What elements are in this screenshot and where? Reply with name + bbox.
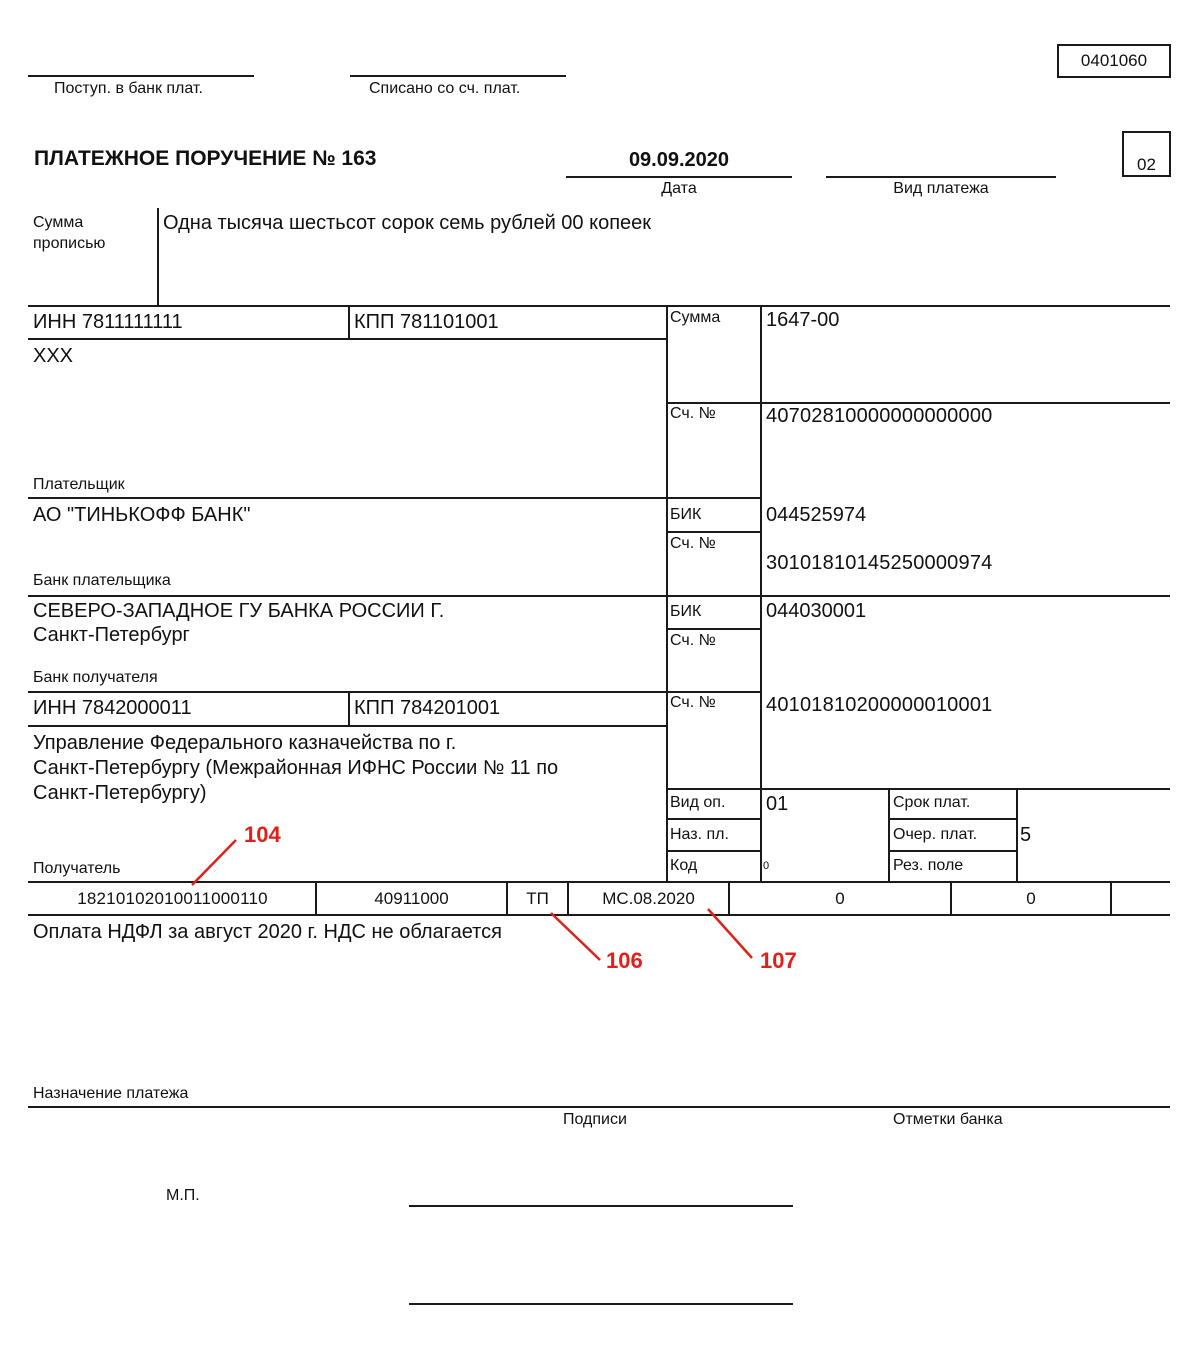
priority-value: 5 bbox=[1020, 824, 1032, 846]
code-label: Код bbox=[670, 857, 698, 874]
purpose-label: Назначение платежа bbox=[33, 1085, 189, 1102]
recipient-kpp: КПП 784201001 bbox=[354, 697, 501, 719]
recipient-bank-corr-label: Сч. № bbox=[670, 632, 716, 649]
basis-value: ТП bbox=[526, 889, 549, 908]
payer-bank-name: АО "ТИНЬКОФФ БАНК" bbox=[33, 504, 251, 526]
recipient-inn: ИНН 7842000011 bbox=[33, 697, 192, 719]
annotation-107-pointer bbox=[708, 909, 752, 958]
amount-words-label: Сумма прописью bbox=[33, 214, 106, 252]
recipient-name-1: Управление Федерального казначейства по г. bbox=[33, 732, 457, 754]
doc-date-value: 0 bbox=[1026, 889, 1036, 908]
payer-inn: ИНН 7811111111 bbox=[33, 311, 183, 333]
payer-bank-corr-label: Сч. № bbox=[670, 535, 716, 552]
oktmo-value: 40911000 bbox=[374, 889, 449, 908]
payer-bank-label: Банк плательщика bbox=[33, 572, 171, 589]
payer-account-label: Сч. № bbox=[670, 405, 716, 422]
payer-label: Плательщик bbox=[33, 476, 125, 493]
sum-label: Сумма bbox=[670, 309, 721, 326]
payer-bank-bik-label: БИК bbox=[670, 506, 702, 523]
kbk-value: 18210102010011000110 bbox=[77, 889, 268, 908]
status-code: 02 bbox=[1137, 155, 1156, 174]
seal-label: М.П. bbox=[166, 1187, 200, 1204]
page-title: ПЛАТЕЖНОЕ ПОРУЧЕНИЕ № 163 bbox=[34, 147, 377, 170]
recipient-name-2: Санкт-Петербургу (Межрайонная ИФНС России № 11 по bbox=[33, 757, 559, 779]
payer-bank-bik: 044525974 bbox=[766, 504, 867, 526]
payer-bank-corr: 30101810145250000974 bbox=[766, 552, 993, 574]
received-label: Поступ. в банк плат. bbox=[54, 80, 203, 97]
recipient-bank-name-2: Санкт-Петербург bbox=[33, 624, 190, 646]
amount-words-value: Одна тысяча шестьсот сорок семь рублей 00 копеек bbox=[163, 212, 652, 234]
payment-type-label: Вид платежа bbox=[893, 180, 989, 197]
recipient-bank-name-1: СЕВЕРО-ЗАПАДНОЕ ГУ БАНКА РОССИИ Г. bbox=[33, 600, 445, 622]
reserve-label: Рез. поле bbox=[893, 857, 964, 874]
sum-value: 1647-00 bbox=[766, 309, 840, 331]
due-label: Срок плат. bbox=[893, 794, 971, 811]
recipient-account: 40101810200000010001 bbox=[766, 694, 993, 716]
annotation-107: 107 bbox=[760, 948, 797, 973]
date-label: Дата bbox=[661, 180, 697, 197]
payer-name: XXX bbox=[33, 345, 74, 367]
payer-account: 40702810000000000000 bbox=[766, 405, 993, 427]
recipient-label: Получатель bbox=[33, 860, 121, 877]
recipient-bank-bik-label: БИК bbox=[670, 603, 702, 620]
purpose-text: Оплата НДФЛ за август 2020 г. НДС не облагается bbox=[33, 921, 502, 943]
bank-marks-label: Отметки банка bbox=[893, 1111, 1003, 1128]
priority-label: Очер. плат. bbox=[893, 826, 978, 843]
signatures-label: Подписи bbox=[563, 1111, 627, 1128]
form-code: 0401060 bbox=[1080, 51, 1148, 70]
recipient-bank-label: Банк получателя bbox=[33, 669, 158, 686]
recipient-bank-bik: 044030001 bbox=[766, 600, 867, 622]
recipient-name-3: Санкт-Петербургу) bbox=[33, 782, 207, 804]
code-value: 0 bbox=[763, 860, 770, 872]
annotation-106-pointer bbox=[551, 913, 600, 960]
annotation-104: 104 bbox=[244, 822, 281, 847]
doc-number-value: 0 bbox=[835, 889, 845, 908]
debited-label: Списано со сч. плат. bbox=[369, 80, 521, 97]
annotation-106: 106 bbox=[606, 948, 643, 973]
op-type-label: Вид оп. bbox=[670, 794, 726, 811]
annotation-104-pointer bbox=[192, 840, 236, 885]
date-value: 09.09.2020 bbox=[628, 149, 730, 171]
purpose-code-label: Наз. пл. bbox=[670, 826, 729, 843]
recipient-account-label: Сч. № bbox=[670, 694, 716, 711]
payer-kpp: КПП 781101001 bbox=[354, 311, 499, 333]
op-type-value: 01 bbox=[766, 793, 789, 815]
period-value: МС.08.2020 bbox=[602, 889, 695, 908]
